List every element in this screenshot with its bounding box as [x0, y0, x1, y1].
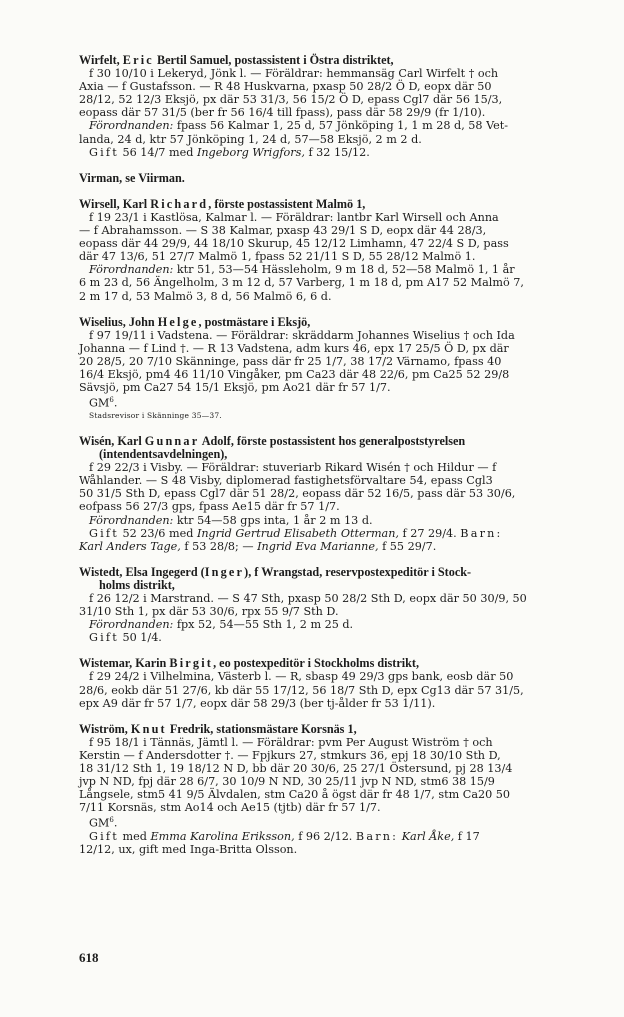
- entry-heading: Wiström, Knut Fredrik, stationsmästare Korsnäs 1,: [79, 721, 357, 736]
- entry-text-line: f 30 10/10 i Lekeryd, Jönk l. — Föräldrar: hemmansäg Carl Wirfelt † och: [89, 67, 499, 81]
- entry-text-line: f 29 24/2 i Vilhelmina, Västerb l. — R, sbasp 49 29/3 gps bank, eosb där 50: [89, 670, 514, 684]
- entry-text-line: epx A9 där fr 57 1/7, eopx där 58 29/3 (ber tj-ålder fr 53 1/11).: [79, 696, 436, 710]
- entry-text-line: 20 28/5, 20 7/10 Skänninge, pass där fr 25 1/7, 38 17/2 Värnamo, fpass 40: [79, 354, 502, 368]
- entry-text-line: f 29 22/3 i Visby. — Föräldrar: stuveriarb Rikard Wisén † och Hildur — f: [89, 461, 497, 475]
- entry-text-line: Sävsjö, pm Ca27 54 15/1 Eksjö, pm Ao21 där fr 57 1/7.: [79, 381, 391, 395]
- entry-heading: Wiselius, John Helge, postmästare i Eksjö,: [79, 314, 311, 329]
- entry-text-line: 18 31/12 Sth 1, 19 18/12 N D, bb där 20 30/6, 25 27/1 Östersund, pj 28 13/4: [79, 762, 513, 776]
- entry-text-line: 2 m 17 d, 53 Malmö 3, 8 d, 56 Malmö 6, 6 d.: [79, 289, 332, 303]
- entry-text-line: $GM^6$.: [89, 816, 118, 831]
- entry-text-line: Wåhlander. — S 48 Visby, diplomerad fastighetsförvaltare 54, epass Cgl3: [79, 474, 493, 488]
- entry-text-line: där 47 13/6, 51 27/7 Malmö 1, fpass 52 21/11 S D, 55 28/12 Malmö 1.: [79, 250, 476, 264]
- biography-entry: [79, 198, 594, 303]
- entry-heading: Wirfelt, Eric Bertil Samuel, postassistent i Östra distriktet,: [79, 53, 394, 67]
- entry-text-line: holms distrikt,: [99, 577, 175, 592]
- entry-text-line: (intendentsavdelningen),: [99, 447, 228, 462]
- entry-text-line: Gift 50 1/4.: [89, 631, 162, 645]
- entry-heading: Wistedt, Elsa Ingegerd (Inger), f Wrangstad, reservpostexpeditör i Stock-: [79, 564, 472, 579]
- entry-text-line: 28/12, 52 12/3 Eksjö, px där 53 31/3, 56 15/2 Ö D, epass Cgl7 där 56 15/3,: [79, 93, 503, 107]
- entry-text-line: f 19 23/1 i Kastlösa, Kalmar l. — Föräldrar: lantbr Karl Wirsell och Anna: [89, 210, 499, 224]
- entry-text-line: Gift 56 14/7 med Ingeborg Wrigfors, f 32 15/12.: [89, 145, 370, 159]
- entry-text-line: Långsele, stm5 41 9/5 Älvdalen, stm Ca20 å ögst där fr 48 1/7, stm Ca20 50: [79, 788, 511, 802]
- entry-text-line: Förordnanden: ktr 51, 53—54 Hässleholm, 9 m 18 d, 52—58 Malmö 1, 1 år: [89, 263, 515, 277]
- entry-text-line: Karl Anders Tage, f 53 28/8; — Ingrid Eva Marianne, f 55 29/7.: [79, 539, 437, 553]
- entry-text-line: Gift med Emma Karolina Eriksson, f 96 2/12. Barn: Karl Åke, f 17: [89, 830, 480, 844]
- entry-text-line: Förordnanden: ktr 54—58 gps inta, 1 år 2 m 13 d.: [89, 513, 373, 527]
- entry-text-line: 31/10 Sth 1, px där 53 30/6, rpx 55 9/7 Sth D.: [79, 605, 339, 619]
- entry-text-line: Förordnanden: fpass 56 Kalmar 1, 25 d, 57 Jönköping 1, 1 m 28 d, 58 Vet-: [89, 119, 509, 133]
- entry-text-line: 50 31/5 Sth D, epass Cgl7 där 51 28/2, eopass där 52 16/5, pass där 53 30/6,: [79, 487, 516, 501]
- entry-text-line: eopass där 57 31/5 (ber fr 56 16/4 till fpass), pass där 58 29/9 (fr 1/10).: [79, 106, 486, 120]
- entry-text-line: eofpass 56 27/3 gps, fpass Ae15 där fr 57 1/7.: [79, 500, 340, 514]
- entry-text-line: — f Abrahamsson. — S 38 Kalmar, pxasp 43 29/1 S D, eopx där 44 28/3,: [79, 224, 487, 238]
- entry-text-line: Gift 52 23/6 med Ingrid Gertrud Elisabeth Otterman, f 27 29/4. Barn:: [89, 526, 503, 540]
- entry-text-line: 28/6, eokb där 51 27/6, kb där 55 17/12, 56 18/7 Sth D, epx Cg13 där 57 31/5,: [79, 683, 524, 697]
- biography-entry: [79, 54, 594, 159]
- entry-text-line: eopass där 44 29/9, 44 18/10 Skurup, 45 12/12 Limhamn, 47 22/4 S D, pass: [79, 237, 509, 251]
- biography-entry: [79, 566, 594, 645]
- entry-text-line: landa, 24 d, ktr 57 Jönköping 1, 24 d, 57—58 Eksjö, 2 m 2 d.: [79, 132, 422, 146]
- entry-text-line: jvp N ND, fpj där 28 6/7, 30 10/9 N ND, 30 25/11 jvp N ND, stm6 38 15/9: [79, 775, 495, 789]
- entry-heading: Wisén, Karl Gunnar Adolf, förste postassistent hos generalpoststyrelsen: [79, 433, 466, 448]
- entry-text-line: Johanna — f Lind †. — R 13 Vadstena, adm kurs 46, epx 17 25/5 Ö D, px där: [79, 341, 509, 355]
- entry-heading: Virman, se Viirman.: [79, 170, 185, 185]
- biography-entry: [79, 723, 594, 857]
- entry-text-line: $GM^6$.: [89, 396, 118, 410]
- entry-text-line: 6 m 23 d, 56 Ängelholm, 3 m 12 d, 57 Varberg, 1 m 18 d, pm A17 52 Malmö 7,: [79, 276, 524, 290]
- entry-text-line: f 26 12/2 i Marstrand. — S 47 Sth, pxasp 50 28/2 Sth D, eopx där 50 30/9, 50: [89, 592, 527, 606]
- entry-text-line: Stadsrevisor i Skänninge 35—37.: [89, 410, 222, 420]
- entry-heading: Wirsell, Karl Richard, förste postassistent Malmö 1,: [79, 196, 366, 211]
- entry-text-line: Kerstin — f Andersdotter †. — Fpjkurs 27, stmkurs 36, epj 18 30/10 Sth D,: [79, 748, 501, 762]
- biography-entry: [79, 316, 594, 422]
- entry-text-line: f 95 18/1 i Tännäs, Jämtl l. — Föräldrar: pvm Per August Wiström † och: [89, 735, 493, 749]
- entry-heading: Wistemar, Karin Birgit, eo postexpeditör i Stockholms distrikt,: [79, 656, 420, 671]
- biography-entry: [79, 435, 594, 553]
- entry-text-line: 12/12, ux, gift med Inga-Britta Olsson.: [79, 843, 298, 857]
- entry-text-line: 16/4 Eksjö, pm4 46 11/10 Vingåker, pm Ca23 där 48 22/6, pm Ca25 52 29/8: [79, 367, 510, 381]
- entry-text-line: 7/11 Korsnäs, stm Ao14 och Ae15 (tjtb) där fr 57 1/7.: [79, 801, 381, 815]
- biography-entry: [79, 172, 594, 185]
- entry-text-line: Axia — f Gustafsson. — R 48 Huskvarna, pxasp 50 28/2 Ö D, eopx där 50: [79, 80, 492, 94]
- biography-entry: [79, 657, 594, 709]
- entry-text-line: f 97 19/11 i Vadstena. — Föräldrar: skräddarm Johannes Wiselius † och Ida: [89, 328, 515, 342]
- page-number: 618: [79, 950, 99, 965]
- page-body: [79, 54, 594, 869]
- entry-text-line: Förordnanden: fpx 52, 54—55 Sth 1, 2 m 25 d.: [89, 618, 354, 632]
